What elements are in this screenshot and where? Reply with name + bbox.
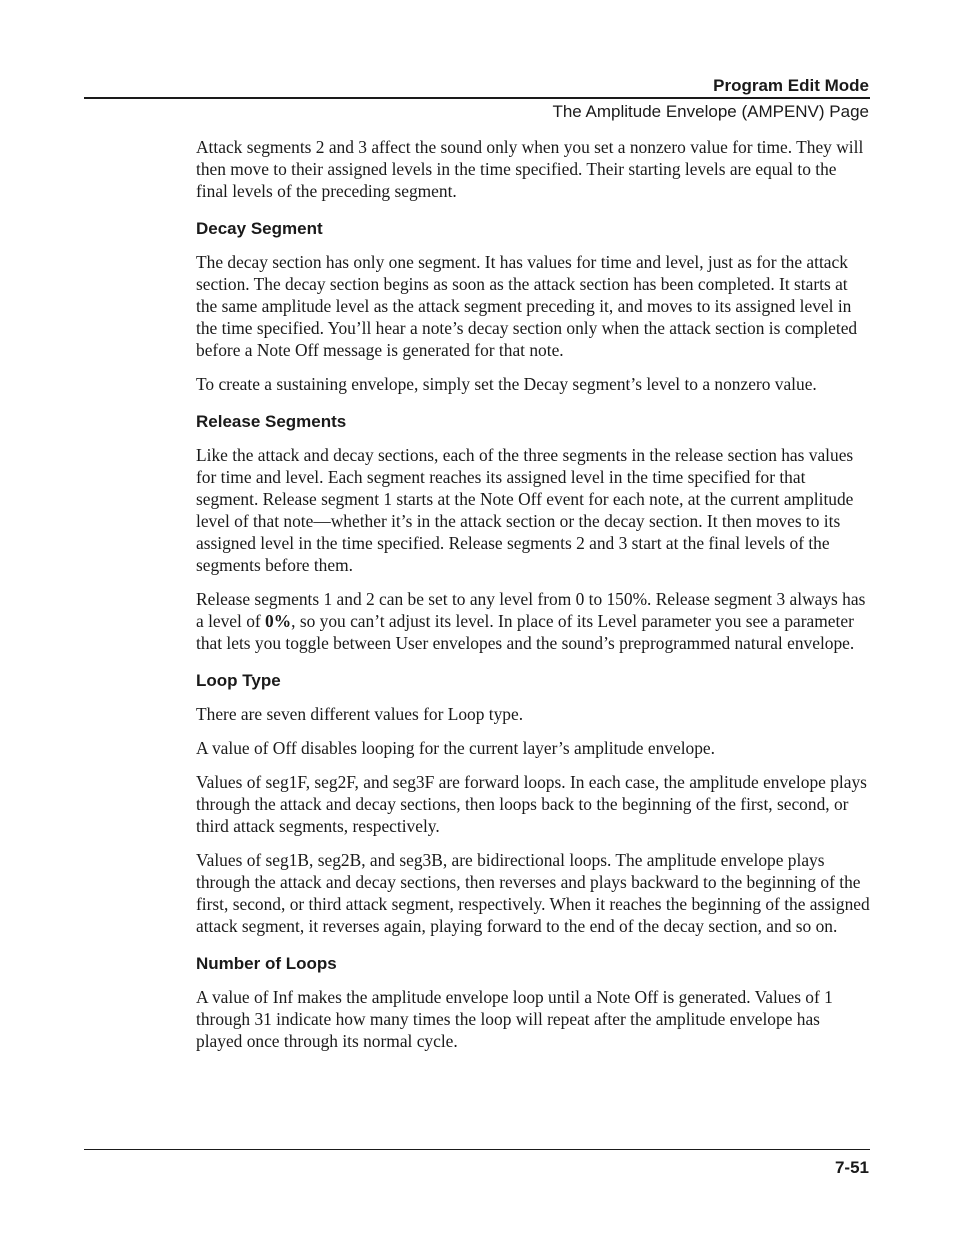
page-number: 7-51 [834,1158,869,1177]
page-body [196,136,870,1064]
release-paragraph-2 [196,588,870,654]
loop-type-paragraph-2: A value of Off disables looping for the current layer’s amplitude envelope. [196,738,715,758]
intro-paragraph: Attack segments 2 and 3 affect the sound only when you set a nonzero value for time. They will then move to their assigned levels in the time specified. Their starting levels are equal to the final levels of the preceding segment. [196,137,864,201]
loop-type-paragraph-3: Values of seg1F, seg2F, and seg3F are forward loops. In each case, the amplitude envelope plays through the attack and decay sections, then loops back to the beginning of the first, second, or third attack segments, respectively. [196,772,867,836]
number-of-loops-heading: Number of Loops [196,954,337,973]
release-p2-text-a: Release segments 1 and 2 can be set to any level from 0 to 150%. Release segment 3 always has a level of [196,589,866,631]
release-heading: Release Segments [196,412,347,431]
decay-paragraph-1: The decay section has only one segment. It has values for time and level, just as for the attack section. The decay section begins as soon as the attack section has been completed. It starts at the same amplitude level as the attack segment preceding it, and moves to its assigned level in the time specified. You’ll hear a note’s decay section only when the attack section is completed before a Note Off message is generated for that note. [196,252,858,360]
chapter-title: Program Edit Mode [713,76,869,95]
loop-type-paragraph-1: There are seven different values for Loop type. [196,704,524,724]
decay-heading: Decay Segment [196,219,323,238]
release-p2-bold: 0% [265,611,292,631]
loop-type-paragraph-4: Values of seg1B, seg2B, and seg3B, are bidirectional loops. The amplitude envelope plays through the attack and decay sections, then reverses and plays backward to the beginning of the first, second, or third attack segment, respectively. When it reaches the beginning of the assigned attack segment, it reverses again, playing forward to the end of the decay section, and so on. [196,850,870,936]
release-paragraph-1: Like the attack and decay sections, each of the three segments in the release section has values for time and level. Each segment reaches its assigned level in the time specified for that segment. Release segment 1 starts at the Note Off event for each note, at the current amplitude level of that note—whether it’s in the attack section or the decay section. It then moves to its assigned level in the time specified. Release segments 2 and 3 start at the final levels of the segments before them. [196,445,854,575]
number-of-loops-paragraph: A value of Inf makes the amplitude envelope loop until a Note Off is generated. Values of 1 through 31 indicate how many times the loop will repeat after the amplitude envelope has played once through its normal cycle. [196,987,833,1051]
loop-type-heading: Loop Type [196,671,281,690]
footer-rule [84,1149,870,1150]
decay-paragraph-2: To create a sustaining envelope, simply set the Decay segment’s level to a nonzero value. [196,374,817,394]
header-rule [84,97,870,99]
section-title: The Amplitude Envelope (AMPENV) Page [552,102,869,121]
release-p2-text-b: , so you can’t adjust its level. In place of its Level parameter you see a parameter that lets you toggle between User envelopes and the sound’s preprogrammed natural envelope. [196,611,855,653]
